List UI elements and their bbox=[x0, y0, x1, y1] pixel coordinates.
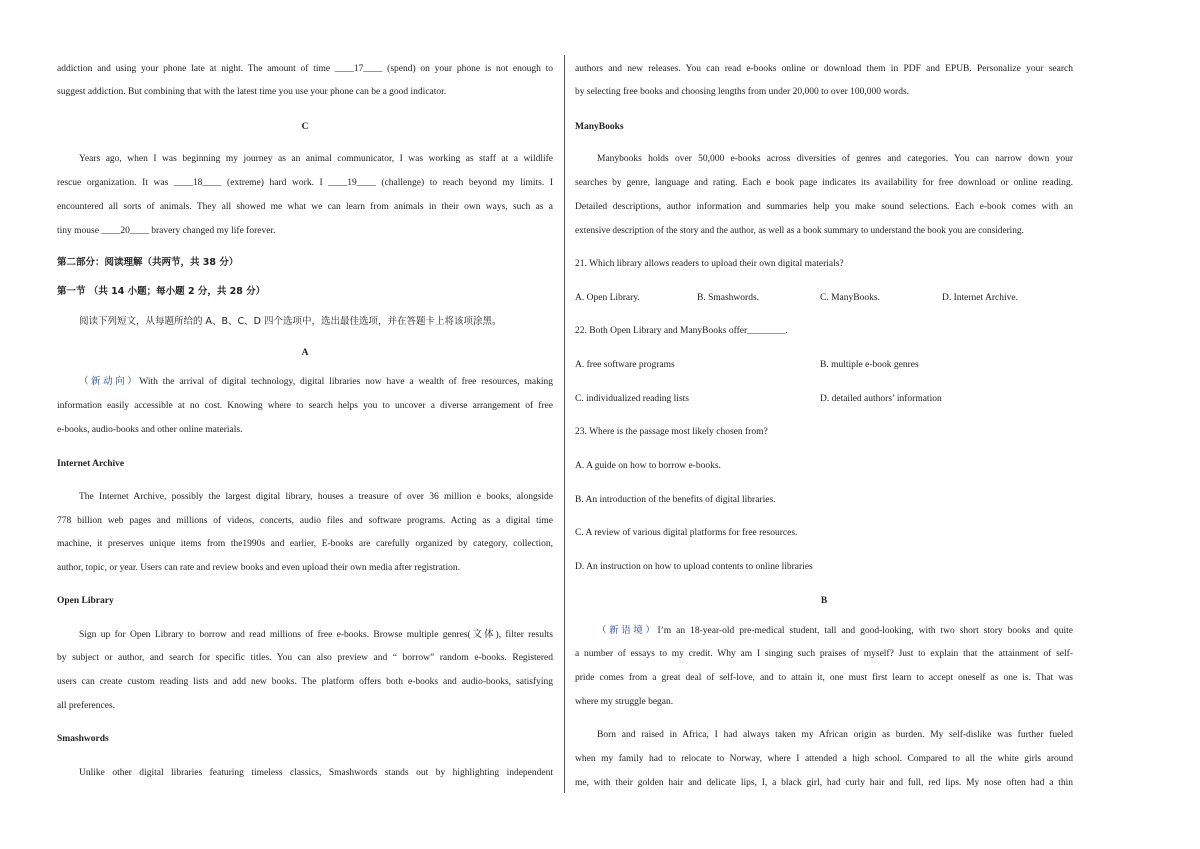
passage-heading-a: A bbox=[301, 348, 309, 358]
text-line: e-books, audio-books and other online materials. bbox=[57, 425, 243, 435]
text-line: by subject or author, and search for specific titles. You can also preview and “ borrow” random e-books. Registered bbox=[57, 653, 553, 663]
subheading-smashwords: Smashwords bbox=[57, 734, 109, 744]
option-a[interactable]: A. free software programs bbox=[575, 360, 675, 370]
option-b[interactable]: B. Smashwords. bbox=[697, 293, 760, 303]
text-line: pride comes from a great deal of self-love, and to attain it, one must first learn to accept oneself as one is. That was bbox=[575, 673, 1073, 683]
question-22: 22. Both Open Library and ManyBooks offer________. bbox=[575, 326, 788, 336]
option-b[interactable]: B. An introduction of the benefits of digital libraries. bbox=[575, 495, 776, 505]
text-line: a number of essays to my credit. Why am I singing such praises of myself? Just to explain that the attainment of self- bbox=[575, 649, 1073, 659]
text-line: by selecting free books and choosing lengths from under 20,000 to over 100,000 words. bbox=[575, 87, 910, 97]
text-line bbox=[575, 625, 1073, 637]
column-divider bbox=[564, 55, 565, 793]
text-line: machine, it preserves unique items from the1990s and earlier, E-books are carefully organized by category, collection, bbox=[57, 539, 553, 549]
text-line: all preferences. bbox=[57, 701, 116, 711]
option-b[interactable]: B. multiple e-book genres bbox=[820, 360, 919, 370]
option-d[interactable]: D. An instruction on how to upload contents to online libraries bbox=[575, 562, 813, 572]
text-line: when my family had to relocate to Norway, where I attended a high school. Compared to all the white girls around bbox=[575, 754, 1073, 764]
text-line: Detailed descriptions, author information and summaries help you make sound selections. Each e-book comes with an bbox=[575, 202, 1073, 212]
text-line: Years ago, when I was beginning my journey as an animal communicator, I was working as staff at a wildlife bbox=[79, 154, 553, 164]
option-a[interactable]: A. A guide on how to borrow e-books. bbox=[575, 461, 721, 471]
text-line: The Internet Archive, possibly the largest digital library, houses a treasure of over 36 million e books, alongside bbox=[79, 492, 553, 502]
text-line: encountered all sorts of animals. They all showed me what we can learn from animals in their own ways, such as a bbox=[57, 202, 553, 212]
part-heading: 第二部分：阅读理解（共两节，共 38 分） bbox=[57, 257, 239, 268]
question-21: 21. Which library allows readers to upload their own digital materials? bbox=[575, 259, 844, 269]
text-line: addiction and using your phone late at night. The amount of time ____17____ (spend) on your phone is not enough to bbox=[57, 64, 553, 74]
option-c[interactable]: C. individualized reading lists bbox=[575, 394, 689, 404]
option-a[interactable]: A. Open Library. bbox=[575, 293, 640, 303]
text-line: extensive description of the story and the author, as well as a book summary to understand the book you are considering. bbox=[575, 226, 1024, 236]
text-line: information easily accessible at no cost. Knowing where to search helps you to uncover a diverse arrangement of free bbox=[57, 401, 553, 411]
section-heading-c: C bbox=[301, 122, 309, 132]
subheading-internet-archive: Internet Archive bbox=[57, 459, 125, 469]
option-d[interactable]: D. detailed authors’ information bbox=[820, 394, 942, 404]
option-c[interactable]: C. ManyBooks. bbox=[820, 293, 880, 303]
text-line: rescue organization. It was ____18____ (extreme) hard work. I ____19____ (challenge) to reach beyond my limits. I bbox=[57, 178, 553, 188]
text-line: where my struggle began. bbox=[575, 697, 674, 707]
text-line: 778 billion web pages and millions of videos, concerts, audio files and software programs. Acting as a digital time bbox=[57, 516, 553, 526]
text-line: tiny mouse ____20____ bravery changed my life forever. bbox=[57, 226, 276, 236]
option-c[interactable]: C. A review of various digital platforms for free resources. bbox=[575, 528, 798, 538]
text-line: users can create custom reading lists and add new books. The platform offers both e-books and audio-books, satisfying bbox=[57, 677, 553, 687]
text-line: Manybooks holds over 50,000 e-books across diversities of genres and categories. You can narrow down your bbox=[597, 154, 1073, 164]
text-line: searches by genre, language and rating. Each e book page indicates its availability for free download or online reading. bbox=[575, 178, 1073, 188]
text-line: author, topic, or year. Users can rate and review books and even upload their own media after registration. bbox=[57, 563, 460, 573]
subheading-open-library: Open Library bbox=[57, 596, 114, 606]
instruction-text: 阅读下列短文，从每题所给的 A、B、C、D 四个选项中，选出最佳选项，并在答题卡上将该项涂黑。 bbox=[79, 316, 502, 327]
text-span: With the arrival of digital technology, digital libraries now have a wealth of free resources, making bbox=[139, 377, 553, 387]
text-line bbox=[57, 376, 553, 388]
subheading-manybooks: ManyBooks bbox=[575, 122, 624, 132]
section-heading: 第一节 （共 14 小题；每小题 2 分，共 28 分） bbox=[57, 286, 266, 297]
option-d[interactable]: D. Internet Archive. bbox=[942, 293, 1018, 303]
text-line: me, with their golden hair and delicate lips, I, a black girl, had curly hair and full, red lips. My nose often had a thin bbox=[575, 778, 1073, 788]
tag-label: （新语境） bbox=[597, 625, 658, 636]
text-line: Born and raised in Africa, I had always taken my African origin as burden. My self-dislike was further fueled bbox=[597, 730, 1073, 740]
text-line: Unlike other digital libraries featuring timeless classics, Smashwords stands out by highlighting independent bbox=[79, 768, 553, 778]
passage-heading-b: B bbox=[820, 596, 828, 606]
text-line: suggest addiction. But combining that with the latest time you use your phone can be a good indicator. bbox=[57, 87, 447, 97]
text-span: I’m an 18-year-old pre-medical student, tall and good-looking, with two short story books and quite bbox=[657, 626, 1073, 636]
tag-label: （新动向） bbox=[79, 376, 140, 387]
text-line: Sign up for Open Library to borrow and read millions of free e-books. Browse multiple genres(文体), filter results bbox=[79, 630, 553, 640]
question-23: 23. Where is the passage most likely chosen from? bbox=[575, 427, 768, 437]
text-line: authors and new releases. You can read e-books online or download them in PDF and EPUB. Personalize your search bbox=[575, 64, 1073, 74]
